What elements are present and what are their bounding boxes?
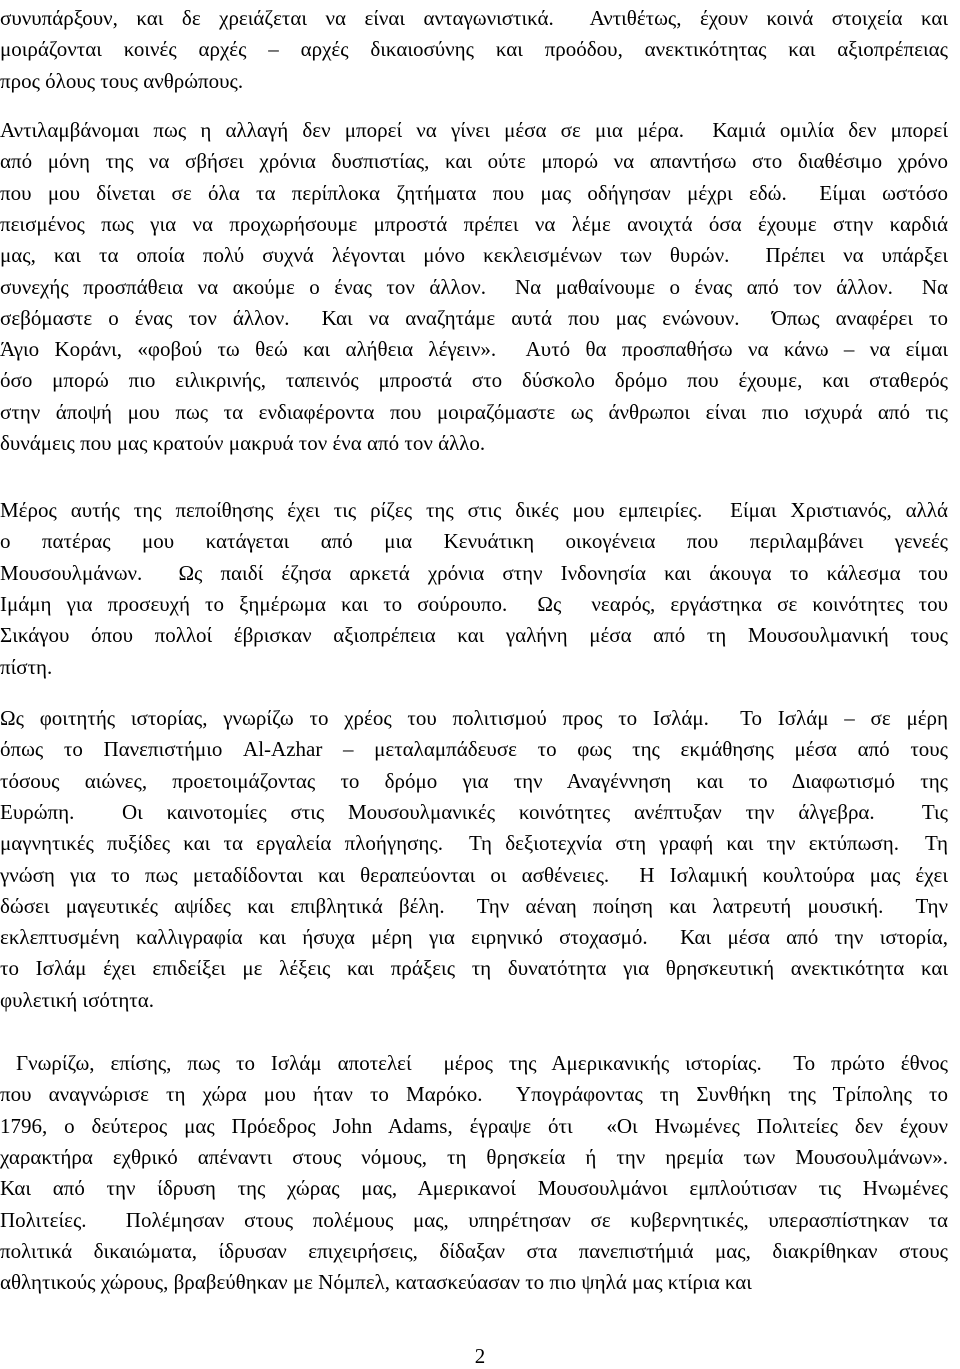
paragraph-line: που αναγνώρισε τη χώρα μου ήταν το Μαρόκο. Υπογράφοντας τη Συνθήκη της Τρίπολης το: [0, 1082, 948, 1107]
paragraph-line: Ιμάμη για προσευχή το ξημέρωμα και το σούρουπο. Ως νεαρός, εργάστηκα σε κοινότητες του: [0, 591, 948, 616]
paragraph-line: πεισμένος πως για να προχωρήσουμε μπροστά πρέπει να λέμε ανοιχτά όσα έχουμε στην καρδιά: [0, 211, 948, 236]
paragraph-line: δώσει μαγευτικές αψίδες και επιβλητικά βέλη. Την αέναη ποίηση και λατρευτή μουσική. Την: [0, 893, 948, 918]
paragraph-line: τόσους αιώνες, προετοιμάζοντας το δρόμο για την Αναγέννηση και το Διαφωτισμό της: [0, 768, 948, 793]
paragraph-line: που μου δίνεται σε όλα τα περίπλοκα ζητήματα που μας οδήγησαν μέχρι εδώ. Είμαι ωστόσο: [0, 180, 948, 205]
paragraph-line: Άγιο Κοράνι, «φοβού τω θεώ και αλήθεια λέγειν». Αυτό θα προσπαθήσω να κάνω – να είμαι: [0, 337, 948, 362]
paragraph-line: Πολιτείες. Πολέμησαν στους πολέμους μας, υπηρέτησαν σε κυβερνητικές, υπερασπίστηκαν τα: [0, 1207, 948, 1232]
paragraph-line: μαγνητικές πυξίδες και τα εργαλεία πλοήγησης. Τη δεξιοτεχνία στη γραφή και την εκτύπωση. Τη: [0, 831, 948, 856]
paragraph-line: Σικάγου όπου πολλοί έβρισκαν αξιοπρέπεια και γαλήνη μέσα από τη Μουσουλμανική τους: [0, 623, 948, 648]
paragraph-line: γνώση για το πως μεταδίδονται και θεραπεύονται οι ασθένειες. Η Ισλαμική κουλτούρα μας έχει: [0, 862, 948, 887]
paragraph-line: εκλεπτυσμένη καλλιγραφία και ήσυχα μέρη για ειρηνικό στοχασμό. Και μέσα από την ιστορία,: [0, 925, 948, 950]
paragraph-line: χαρακτήρα εχθρικό απέναντι στους νόμους, τη θρησκεία ή την ηρεμία των Μουσουλμάνων».: [0, 1144, 948, 1169]
paragraph-line: Και από την ίδρυση της χώρας μας, Αμερικανοί Μουσουλμάνοι εμπλούτισαν τις Ηνωμένες: [0, 1176, 948, 1201]
paragraph-line: πίστη.: [0, 654, 53, 679]
paragraph-line: σεβόμαστε ο ένας τον άλλον. Και να αναζητάμε αυτά που μας ενώνουν. Όπως αναφέρει το: [0, 305, 948, 330]
paragraph-line: δυνάμεις που μας κρατούν μακρυά τον ένα από τον άλλο.: [0, 431, 486, 455]
paragraph-line: όπως το Πανεπιστήμιο Al-Azhar – μεταλαμπάδευσε το φως της εκμάθησης μέσα από τους: [0, 737, 948, 762]
page-number: 2: [474, 1344, 486, 1368]
paragraph-line: Αντιλαμβάνομαι πως η αλλαγή δεν μπορεί να γίνει μέσα σε μια μέρα. Καμιά ομιλία δεν μπορεί: [0, 118, 948, 142]
paragraph-line: προς όλους τους ανθρώπους.: [0, 68, 244, 93]
paragraph-line: αθλητικούς χώρους, βραβεύθηκαν με Νόμπελ, κατασκεύασαν το πιο ψηλά μας κτίρια και: [0, 1270, 752, 1295]
paragraph-line: το Ισλάμ έχει επιδείξει με λέξεις και πράξεις τη δυνατότητα για θρησκευτική ανεκτικότητα και: [0, 956, 948, 981]
paragraph-line: Ευρώπη. Οι καινοτομίες στις Μουσουλμανικές κοινότητες ανέπτυξαν την άλγεβρα. Τις: [0, 799, 948, 824]
paragraph-line: Γνωρίζω, επίσης, πως το Ισλάμ αποτελεί μέρος της Αμερικανικής ιστορίας. Το πρώτο έθνος: [0, 1051, 948, 1075]
paragraph-line: μοιράζονται κοινές αρχές – αρχές δικαιοσύνης και προόδου, ανεκτικότητας και αξιοπρέπειας: [0, 37, 948, 62]
paragraph-line: φυλετική ισότητα.: [0, 987, 155, 1012]
paragraph-line: όσο μπορώ πιο ειλικρινής, ταπεινός μπροστά στο δύσκολο δρόμο που έχουμε, και σταθερός: [0, 368, 948, 393]
paragraph-line: ο πατέρας μου κατάγεται από μια Κενυάτικη οικογένεια που περιλαμβάνει γενεές: [0, 529, 948, 554]
paragraph-line: 1796, ο δεύτερος μας Πρόεδρος John Adams, έγραψε ότι «Οι Ηνωμένες Πολιτείες δεν έχουν: [0, 1113, 948, 1138]
paragraph-line: συνεχής προσπάθεια να ακούμε ο ένας τον άλλον. Να μαθαίνουμε ο ένας από τον άλλον. Να: [0, 274, 948, 299]
paragraph-line: Μέρος αυτής της πεποίθησης έχει τις ρίζες της στις δικές μου εμπειρίες. Είμαι Χριστιανός, αλλά: [0, 498, 948, 522]
paragraph-line: μας, και τα οποία πολύ συχνά λέγονται μόνο κεκλεισμένων των θυρών. Πρέπει να υπάρξει: [0, 243, 948, 268]
paragraph-line: συνυπάρξουν, και δε χρειάζεται να είναι ανταγωνιστικά. Αντιθέτως, έχουν κοινά στοιχεία και: [0, 6, 948, 30]
paragraph-line: από μόνη της να σβήσει χρόνια δυσπιστίας, και ούτε μπορώ να απαντήσω στο διαθέσιμο χρόνο: [0, 149, 948, 174]
paragraph-line: Ως φοιτητής ιστορίας, γνωρίζω το χρέος του πολιτισμού προς το Ισλάμ. Το Ισλάμ – σε μέρη: [0, 706, 948, 730]
paragraph-line: στην άποψή μου πως τα ενδιαφέροντα που μοιραζόμαστε ως άνθρωποι είναι πιο ισχυρά από τις: [0, 399, 948, 424]
paragraph-line: Μουσουλμάνων. Ως παιδί έζησα αρκετά χρόνια στην Ινδονησία και άκουγα το κάλεσμα του: [0, 560, 948, 585]
paragraph-line: πολιτικά δικαιώματα, ίδρυσαν επιχειρήσεις, δίδαξαν στα πανεπιστήμιά μας, διακρίθηκαν στους: [0, 1238, 948, 1263]
